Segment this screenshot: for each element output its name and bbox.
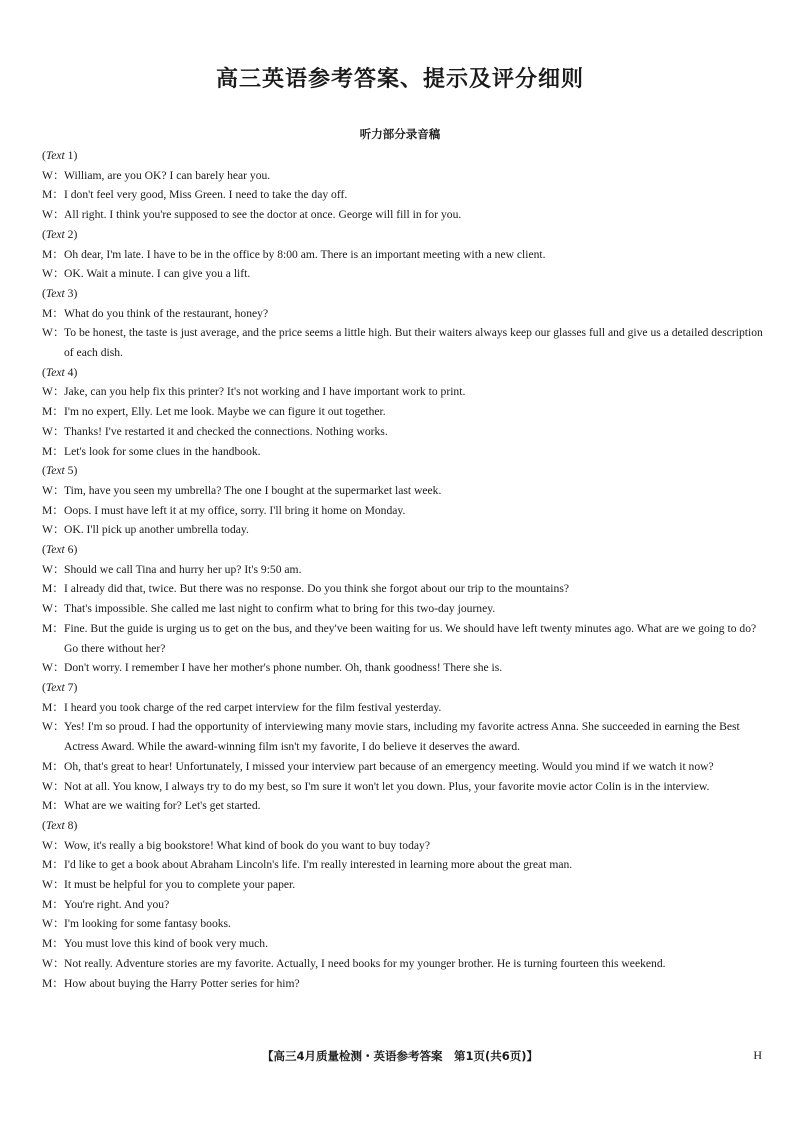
speaker-tag: W： (42, 838, 65, 852)
dialogue-line (42, 875, 767, 895)
speaker-tag: M： (42, 858, 64, 872)
speaker-tag: M： (42, 976, 64, 990)
dialogue-text: Let's look for some clues in the handbook. (64, 444, 261, 458)
page-footer: 【高三4月质量检测・英语参考答案 第1页(共6页)】 (261, 1049, 538, 1063)
dialogue-line (42, 481, 767, 501)
speaker-tag: W： (42, 661, 65, 675)
dialogue-line (42, 934, 767, 954)
dialogue-line (42, 619, 767, 658)
dialogue-text: You're right. And you? (64, 897, 170, 911)
dialogue-text: Thanks! I've restarted it and checked the connections. Nothing works. (64, 424, 388, 438)
dialogue-text: William, are you OK? I can barely hear you. (64, 168, 271, 182)
text-label (42, 461, 767, 481)
text-label (42, 363, 767, 383)
speaker-tag: W： (42, 267, 65, 281)
dialogue-line (42, 836, 767, 856)
speaker-tag: M： (42, 306, 64, 320)
text-label-value: (Text 8) (42, 818, 78, 832)
dialogue-text: I'm no expert, Elly. Let me look. Maybe we can figure it out together. (64, 405, 386, 419)
speaker-tag: W： (42, 208, 65, 222)
speaker-tag: W： (42, 523, 65, 537)
dialogue-text: Oh dear, I'm late. I have to be in the office by 8:00 am. There is an important meeting with a new client. (64, 247, 546, 261)
text-label (42, 816, 767, 836)
dialogue-text: Tim, have you seen my umbrella? The one I bought at the supermarket last week. (64, 483, 442, 497)
text-label (42, 678, 767, 698)
dialogue-line (42, 402, 767, 422)
text-label (42, 225, 767, 245)
speaker-tag: W： (42, 562, 65, 576)
text-label-value: (Text 1) (42, 149, 78, 162)
dialogue-text: How about buying the Harry Potter series for him? (64, 976, 300, 990)
dialogue-line (42, 442, 767, 462)
dialogue-line (42, 717, 767, 756)
dialogue-text: Oh, that's great to hear! Unfortunately, I missed your interview part because of an emergency meeting. Would you mind if we watch it now? (64, 759, 714, 773)
speaker-tag: W： (42, 878, 65, 892)
dialogue-text: I don't feel very good, Miss Green. I need to take the day off. (64, 188, 348, 202)
speaker-tag: M： (42, 503, 64, 517)
speaker-tag: W： (42, 720, 65, 734)
dialogue-text: I'm looking for some fantasy books. (64, 917, 231, 931)
dialogue-line (42, 422, 767, 442)
dialogue-line (42, 304, 767, 324)
speaker-tag: M： (42, 188, 64, 202)
speaker-tag: M： (42, 247, 64, 261)
speaker-tag: W： (42, 424, 65, 438)
dialogue-text: That's impossible. She called me last night to confirm what to bring for this two-day journey. (64, 602, 496, 616)
version-mark: H (753, 1048, 762, 1062)
speaker-tag: W： (42, 483, 65, 497)
text-label-value: (Text 7) (42, 680, 78, 694)
text-label-value: (Text 2) (42, 227, 78, 241)
dialogue-line (42, 560, 767, 580)
speaker-tag: M： (42, 897, 64, 911)
speaker-tag: M： (42, 700, 64, 714)
dialogue-text: Not really. Adventure stories are my favorite. Actually, I need books for my younger brother. He is turning fourteen this weekend. (64, 956, 666, 970)
text-label (42, 146, 767, 166)
dialogue-line (42, 185, 767, 205)
dialogue-text: Should we call Tina and hurry her up? It's 9:50 am. (64, 562, 302, 576)
speaker-tag: M： (42, 799, 64, 813)
section-subtitle: 听力部分录音稿 (359, 127, 441, 141)
dialogue-line (42, 777, 767, 797)
dialogue-line (42, 895, 767, 915)
dialogue-line (42, 579, 767, 599)
dialogue-text: All right. I think you're supposed to see the doctor at once. George will fill in for you. (64, 208, 462, 222)
dialogue-line (42, 796, 767, 816)
dialogue-line (42, 382, 767, 402)
dialogue-text: It must be helpful for you to complete your paper. (64, 878, 296, 892)
speaker-tag: M： (42, 582, 64, 596)
dialogue-text: What are we waiting for? Let's get started. (64, 799, 261, 813)
dialogue-line (42, 501, 767, 521)
text-label (42, 540, 767, 560)
text-label-value: (Text 6) (42, 543, 78, 557)
dialogue-text: Jake, can you help fix this printer? It's not working and I have important work to print. (64, 385, 466, 399)
dialogue-text: I heard you took charge of the red carpet interview for the film festival yesterday. (64, 700, 442, 714)
dialogue-text: OK. Wait a minute. I can give you a lift. (64, 267, 251, 281)
dialogue-text: Not at all. You know, I always try to do my best, so I'm sure it won't let you down. Plus, your favorite movie actor Colin is in the interview. (64, 779, 710, 793)
speaker-tag: W： (42, 956, 65, 970)
speaker-tag: M： (42, 405, 64, 419)
dialogue-text: To be honest, the taste is just average, and the price seems a little high. But their waiters always keep our glasses full and give us a detailed description of each dish. (64, 326, 763, 360)
dialogue-text: You must love this kind of book very much. (64, 937, 268, 951)
text-label-value: (Text 4) (42, 365, 78, 379)
dialogue-line (42, 855, 767, 875)
speaker-tag: W： (42, 385, 65, 399)
speaker-tag: M： (42, 759, 64, 773)
speaker-tag: M： (42, 937, 64, 951)
dialogue-line (42, 757, 767, 777)
speaker-tag: W： (42, 917, 65, 931)
dialogue-line (42, 520, 767, 540)
dialogue-line (42, 914, 767, 934)
dialogue-line (42, 599, 767, 619)
page-title: 高三英语参考答案、提示及评分细则 (215, 67, 584, 92)
dialogue-text: Wow, it's really a big bookstore! What kind of book do you want to buy today? (64, 838, 430, 852)
dialogue-text: Oops. I must have left it at my office, sorry. I'll bring it home on Monday. (64, 503, 406, 517)
dialogue-text: OK. I'll pick up another umbrella today. (64, 523, 249, 537)
dialogue-line (42, 954, 767, 974)
dialogue-line (42, 658, 767, 678)
transcript (42, 146, 767, 993)
dialogue-line (42, 974, 767, 994)
speaker-tag: W： (42, 168, 65, 182)
dialogue-line (42, 245, 767, 265)
speaker-tag: W： (42, 779, 65, 793)
dialogue-line (42, 698, 767, 718)
text-label-value: (Text 3) (42, 286, 78, 300)
dialogue-line (42, 205, 767, 225)
dialogue-text: Fine. But the guide is urging us to get on the bus, and they've been waiting for us. We should have left twenty minutes ago. What are we going to do? Go there without her? (64, 621, 757, 655)
speaker-tag: W： (42, 326, 65, 340)
speaker-tag: M： (42, 444, 64, 458)
dialogue-text: What do you think of the restaurant, honey? (64, 306, 269, 320)
dialogue-text: Yes! I'm so proud. I had the opportunity of interviewing many movie stars, including my favorite actress Anna. She succeeded in earning the Best Actress Award. While the award-winning film isn't my favorite, I do believe it deserves the award. (64, 720, 740, 754)
dialogue-text: I already did that, twice. But there was no response. Do you think she forgot about our trip to the mountains? (64, 582, 569, 596)
dialogue-line (42, 323, 767, 362)
text-label (42, 284, 767, 304)
speaker-tag: W： (42, 602, 65, 616)
dialogue-text: I'd like to get a book about Abraham Lincoln's life. I'm really interested in learning more about the great man. (64, 858, 573, 872)
speaker-tag: M： (42, 621, 64, 635)
dialogue-text: Don't worry. I remember I have her mother's phone number. Oh, thank goodness! There she is. (64, 661, 503, 675)
dialogue-line (42, 264, 767, 284)
text-label-value: (Text 5) (42, 464, 78, 478)
dialogue-line (42, 166, 767, 186)
